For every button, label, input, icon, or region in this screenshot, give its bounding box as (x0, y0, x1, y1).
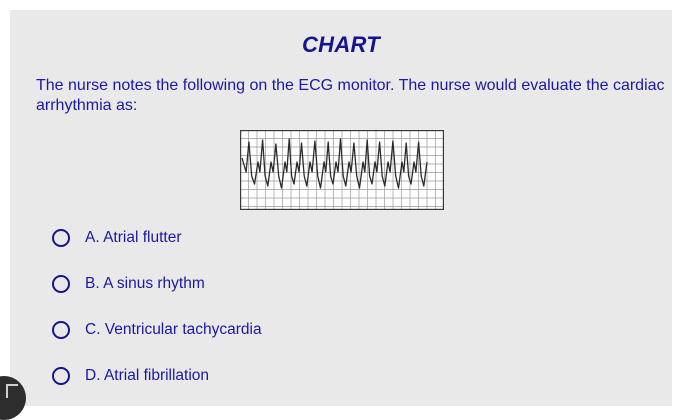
radio-button-c[interactable] (52, 321, 70, 339)
option-a[interactable] (52, 226, 181, 250)
option-c-label: C. Ventricular tachycardia (85, 321, 262, 338)
radio-button-b[interactable] (52, 275, 70, 293)
ecg-strip-image (240, 130, 444, 210)
question-card (10, 10, 672, 406)
option-b[interactable] (52, 272, 205, 296)
floating-button-icon (6, 384, 18, 398)
question-text: The nurse notes the following on the ECG monitor. The nurse would evaluate the cardiac arrhythmia as: (36, 77, 665, 114)
option-a-label: A. Atrial flutter (85, 229, 182, 246)
option-c[interactable] (52, 318, 262, 342)
ecg-waveform-icon (240, 130, 444, 210)
option-d-label: D. Atrial fibrillation (85, 367, 210, 384)
radio-button-a[interactable] (52, 229, 70, 247)
option-b-label: B. A sinus rhythm (85, 275, 205, 292)
option-d[interactable] (52, 364, 209, 388)
question-title: CHART (301, 32, 381, 57)
radio-button-d[interactable] (52, 367, 70, 385)
